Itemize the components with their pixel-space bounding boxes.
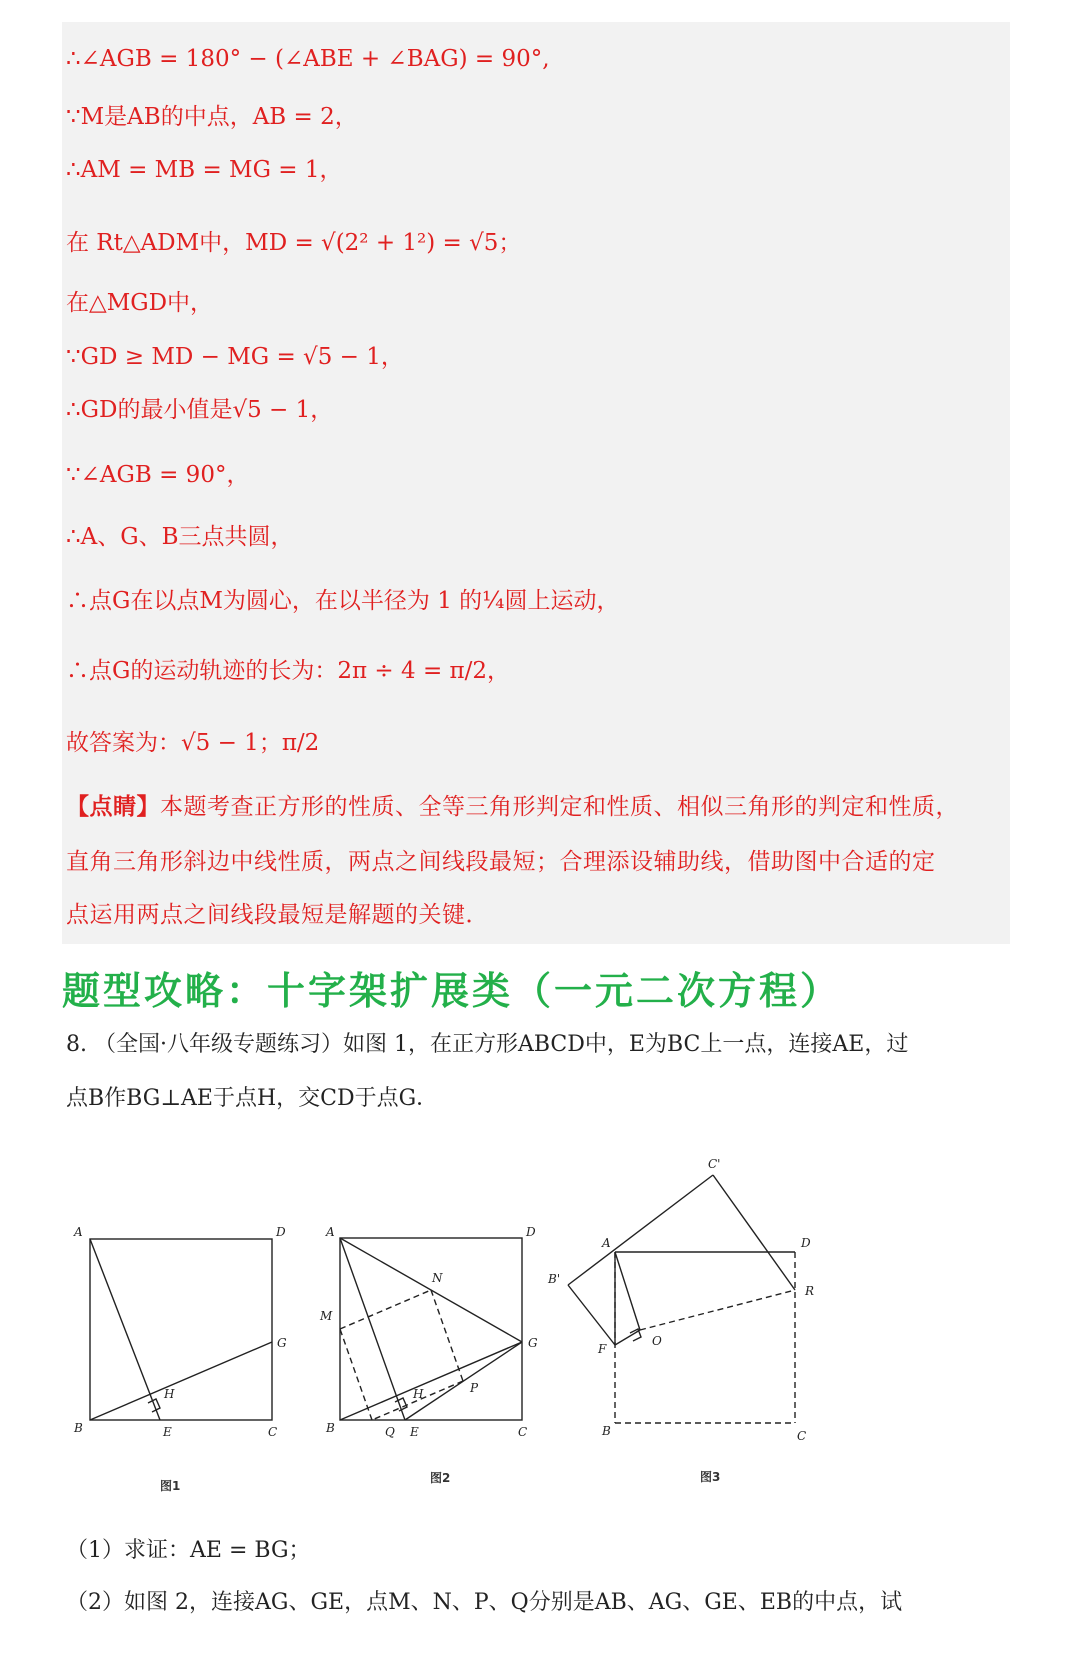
fig2-label-b: B — [326, 1421, 335, 1435]
fig3-segment-ao — [615, 1252, 640, 1330]
note-line — [66, 792, 959, 822]
note-tag: 【点睛】 — [66, 793, 160, 820]
fig2-midpoint-quad — [340, 1290, 463, 1420]
solution-line: ∵GD ≥ MD − MG = √5 − 1， — [66, 344, 404, 370]
fig1-label-g: G — [277, 1336, 287, 1350]
fig1-segment-bg — [90, 1342, 272, 1420]
fig2-segment-ge — [405, 1342, 522, 1420]
question-line: 点B作BG⊥AE于点H，交CD于点G． — [66, 1086, 439, 1111]
solution-line: ∴∠AGB = 180° − (∠ABE + ∠BAG) = 90°, — [66, 46, 550, 72]
fig3-side-bprime-f — [568, 1285, 615, 1345]
fig2-segment-ae — [340, 1238, 405, 1420]
fig2-label-g: G — [528, 1336, 538, 1350]
fig3-caption: 图3 — [700, 1470, 721, 1484]
fig1-square — [90, 1239, 272, 1420]
solution-line: ∴A、G、B三点共圆， — [66, 524, 294, 550]
fig3-hidden — [568, 1175, 795, 1290]
solution-line: ∵M是AB的中点，AB = 2， — [66, 104, 358, 130]
part-line: （1）求证：AE = BG； — [66, 1538, 311, 1563]
solution-line: 故答案为：√5 − 1；π/2 — [66, 730, 320, 756]
section-title: 题型攻略：十字架扩展类（一元二次方程） — [62, 969, 842, 1013]
fig3-label-f: F — [598, 1342, 607, 1356]
figures-diagram — [0, 1140, 1080, 1500]
fig1-segment-ae — [90, 1239, 160, 1420]
fig3-side-bprime-cprime — [568, 1175, 713, 1285]
solution-line: ∵∠AGB = 90°， — [66, 462, 250, 488]
fig1-label-c: C — [268, 1425, 278, 1439]
fig2-label-m: M — [320, 1309, 333, 1323]
fig3-label-a: A — [602, 1236, 611, 1250]
fig2-caption: 图2 — [430, 1471, 451, 1485]
fig1-label-h: H — [164, 1387, 175, 1401]
fig3-label-bprime: B' — [548, 1272, 561, 1286]
solution-line: ∴AM = MB = MG = 1， — [66, 157, 343, 183]
solution-line: ∴点G在以点M为圆心，在以半径为 1 的¼圆上运动， — [66, 588, 620, 614]
fig2-label-e: E — [410, 1425, 419, 1439]
fig3-label-b: B — [602, 1424, 611, 1438]
fig2-label-n: N — [432, 1271, 443, 1285]
fig1-label-d: D — [276, 1225, 286, 1239]
fig1-label-e: E — [163, 1425, 172, 1439]
fig2-label-q: Q — [385, 1425, 395, 1439]
fig3-label-r: R — [805, 1284, 815, 1298]
note-line: 点运用两点之间线段最短是解题的关键． — [66, 902, 489, 928]
fig2-label-a: A — [326, 1225, 335, 1239]
note-text: 本题考查正方形的性质、全等三角形判定和性质、相似三角形的判定和性质， — [160, 794, 959, 820]
note-line: 直角三角形斜边中线性质，两点之间线段最短；合理添设辅助线，借助图中合适的定 — [66, 849, 936, 875]
solution-line: ∴GD的最小值是√5 − 1， — [66, 397, 334, 423]
fig3-side-cprime-r — [713, 1175, 795, 1290]
fig2-label-d: D — [526, 1225, 536, 1239]
part-line: （2）如图 2，连接AG、GE，点M、N、P、Q分别是AB、AG、GE、EB的中点，试 — [66, 1590, 903, 1615]
fig3-segment-or — [640, 1290, 795, 1330]
fig3-label-c: C — [797, 1429, 807, 1443]
solution-line: 在△MGD中， — [66, 290, 214, 316]
question-line: 8. （全国·八年级专题练习）如图 1，在正方形ABCD中，E为BC上一点，连接AE，过 — [66, 1032, 909, 1057]
fig1-caption: 图1 — [160, 1479, 181, 1493]
fig1-label-a: A — [74, 1225, 83, 1239]
fig2-square — [340, 1238, 522, 1420]
fig2-label-p: P — [470, 1381, 479, 1395]
fig3-label-cprime: C' — [708, 1157, 721, 1171]
fig2-label-h: H — [413, 1387, 424, 1401]
solution-line: ∴点G的运动轨迹的长为：2π ÷ 4 = π/2， — [66, 658, 511, 684]
fig3-segment-fo — [615, 1330, 640, 1345]
solution-line: 在 Rt△ADM中，MD = √(2² + 1²) = √5； — [66, 230, 522, 256]
fig2-label-c: C — [518, 1425, 528, 1439]
fig1-label-b: B — [74, 1421, 83, 1435]
fig3-label-o: O — [652, 1334, 662, 1348]
fig3-label-d: D — [801, 1236, 811, 1250]
